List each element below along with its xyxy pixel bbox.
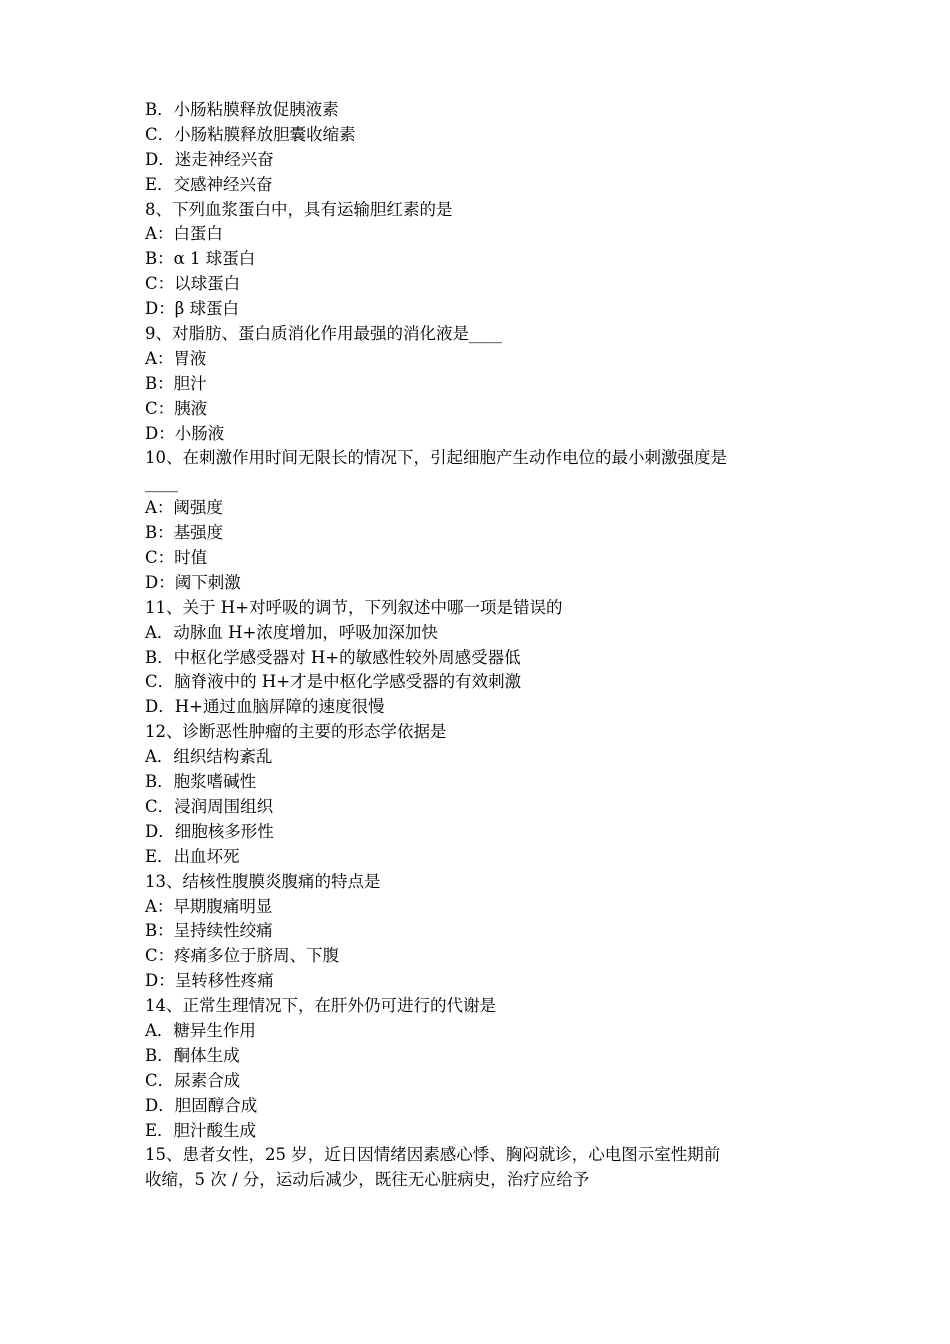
option-e-q12: E．出血坏死 xyxy=(145,846,240,866)
option-d-q13: D：呈转移性疼痛 xyxy=(145,971,274,991)
option-a-q9: A：胃液 xyxy=(145,348,207,368)
option-c-q7: C．小肠粘膜释放胆囊收缩素 xyxy=(145,124,356,144)
option-d-q7: D．迷走神经兴奋 xyxy=(145,149,274,169)
option-c-q10: C：时值 xyxy=(145,548,208,568)
option-e-q14: E．胆汁酸生成 xyxy=(145,1120,257,1140)
option-c-q12: C．浸润周围组织 xyxy=(145,796,274,816)
question-11: 11、关于 H+对呼吸的调节，下列叙述中哪一项是错误的 xyxy=(145,597,563,617)
option-a-q13: A：早期腹痛明显 xyxy=(145,896,273,916)
question-10-blank: ____ xyxy=(145,473,178,493)
option-d-q8: D：β 球蛋白 xyxy=(145,299,240,319)
option-b-q14: B．酮体生成 xyxy=(145,1045,240,1065)
question-8: 8、下列血浆蛋白中，具有运输胆红素的是 xyxy=(145,199,453,219)
option-d-q10: D：阈下刺激 xyxy=(145,572,241,592)
document-page xyxy=(145,98,825,1193)
question-15-line-2: 收缩，5 次 / 分，运动后减少，既往无心脏病史，治疗应给予 xyxy=(145,1170,590,1190)
option-d-q14: D．胆固醇合成 xyxy=(145,1095,258,1115)
option-b-q13: B：呈持续性绞痛 xyxy=(145,921,273,941)
option-c-q8: C：以球蛋白 xyxy=(145,274,241,294)
question-9: 9、对脂肪、蛋白质消化作用最强的消化液是____ xyxy=(145,324,502,344)
option-c-q13: C：疼痛多位于脐周、下腹 xyxy=(145,946,340,966)
option-d-q12: D．细胞核多形性 xyxy=(145,821,274,841)
option-c-q9: C：胰液 xyxy=(145,398,208,418)
question-12: 12、诊断恶性肿瘤的主要的形态学依据是 xyxy=(145,722,447,742)
option-b-q9: B：胆汁 xyxy=(145,373,207,393)
option-e-q7: E．交感神经兴奋 xyxy=(145,174,273,194)
option-a-q10: A：阈强度 xyxy=(145,498,223,518)
option-b-q7: B．小肠粘膜释放促胰液素 xyxy=(145,100,339,119)
option-b-q12: B．胞浆嗜碱性 xyxy=(145,772,257,792)
option-c-q14: C．尿素合成 xyxy=(145,1070,241,1090)
option-b-q10: B：基强度 xyxy=(145,523,224,543)
question-10: 10、在刺激作用时间无限长的情况下，引起细胞产生动作电位的最小刺激强度是 xyxy=(145,448,727,468)
option-a-q11: A．动脉血 H+浓度增加，呼吸加深加快 xyxy=(145,622,438,642)
question-14: 14、正常生理情况下，在肝外仍可进行的代谢是 xyxy=(145,996,496,1016)
option-c-q11: C．脑脊液中的 H+才是中枢化学感受器的有效刺激 xyxy=(145,672,522,692)
option-d-q9: D：小肠液 xyxy=(145,423,225,443)
option-b-q8: B：α 1 球蛋白 xyxy=(145,249,256,269)
option-a-q14: A．糖异生作用 xyxy=(145,1020,256,1040)
option-a-q8: A：白蛋白 xyxy=(145,224,223,244)
question-13: 13、结核性腹膜炎腹痛的特点是 xyxy=(145,871,381,891)
option-d-q11: D．H+通过血脑屏障的速度很慢 xyxy=(145,697,385,717)
question-15-line-1: 15、患者女性，25 岁，近日因情绪因素感心悸、胸闷就诊，心电图示室性期前 xyxy=(145,1145,721,1165)
option-a-q12: A．组织结构紊乱 xyxy=(145,747,273,767)
option-b-q11: B．中枢化学感受器对 H+的敏感性较外周感受器低 xyxy=(145,647,521,667)
